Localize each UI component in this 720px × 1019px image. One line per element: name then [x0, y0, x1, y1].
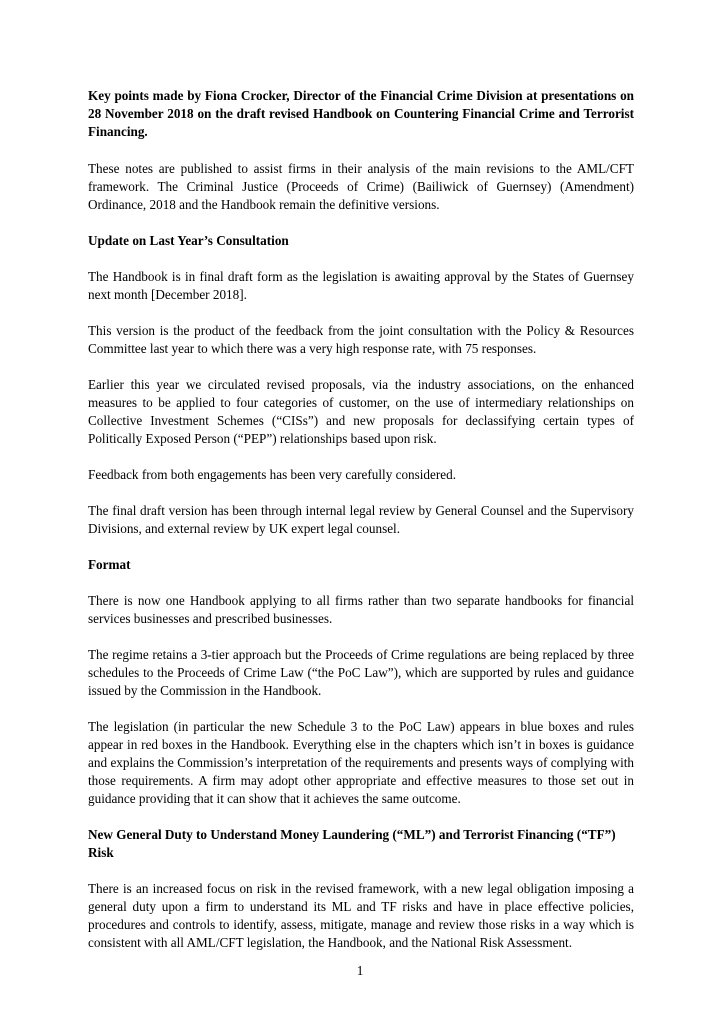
paragraph: Earlier this year we circulated revised proposals, via the industry associations, on the enhanced measures to be applied to four categories of customer, on the use of intermediary relationships on Collective Investment Schemes (“CISs”) and new proposals for declassifying certain types of Politically Exposed Person (“PEP”) relationships based upon risk. [88, 377, 634, 446]
paragraph: The legislation (in particular the new Schedule 3 to the PoC Law) appears in blue boxes and rules appear in red boxes in the Handbook. Everything else in the chapters which isn’t in boxes is guidance and explains the Commission’s interpretation of the requirements and presents ways of complying with those requirements. A firm may adopt other appropriate and effective measures to those set out in guidance providing that it can show that it achieves the same outcome. [88, 719, 634, 806]
paragraph: There is an increased focus on risk in the revised framework, with a new legal obligation imposing a general duty upon a firm to understand its ML and TF risks and have in place effective policies, procedures and controls to identify, assess, mitigate, manage and review those risks in a way which is consistent with all AML/CFT legislation, the Handbook, and the National Risk Assessment. [88, 881, 634, 950]
document-body [88, 87, 634, 970]
section-heading-consultation: Update on Last Year’s Consultation [88, 233, 289, 248]
paragraph: Feedback from both engagements has been very carefully considered. [88, 467, 457, 482]
paragraph: The regime retains a 3-tier approach but the Proceeds of Crime regulations are being replaced by three schedules to the Proceeds of Crime Law (“the PoC Law”), which are supported by rules and guidance issued by the Commission in the Handbook. [88, 647, 634, 698]
intro-paragraph: These notes are published to assist firms in their analysis of the main revisions to the AML/CFT framework. The Criminal Justice (Proceeds of Crime) (Bailiwick of Guernsey) (Amendment) Ordinance, 2018 and the Handbook remain the definitive versions. [88, 161, 634, 212]
document-title: Key points made by Fiona Crocker, Director of the Financial Crime Division at presentations on 28 November 2018 on the draft revised Handbook on Countering Financial Crime and Terrorist Financing. [88, 88, 634, 139]
paragraph: There is now one Handbook applying to all firms rather than two separate handbooks for financial services businesses and prescribed businesses. [88, 593, 634, 626]
section-heading-format: Format [88, 557, 131, 572]
paragraph: The Handbook is in final draft form as the legislation is awaiting approval by the States of Guernsey next month [December 2018]. [88, 269, 634, 302]
page-number: 1 [356, 963, 364, 978]
section-heading-general-duty: New General Duty to Understand Money Laundering (“ML”) and Terrorist Financing (“TF”) Risk [88, 827, 616, 860]
paragraph: This version is the product of the feedback from the joint consultation with the Policy & Resources Committee last year to which there was a very high response rate, with 75 responses. [88, 323, 634, 356]
paragraph: The final draft version has been through internal legal review by General Counsel and the Supervisory Divisions, and external review by UK expert legal counsel. [88, 503, 634, 536]
